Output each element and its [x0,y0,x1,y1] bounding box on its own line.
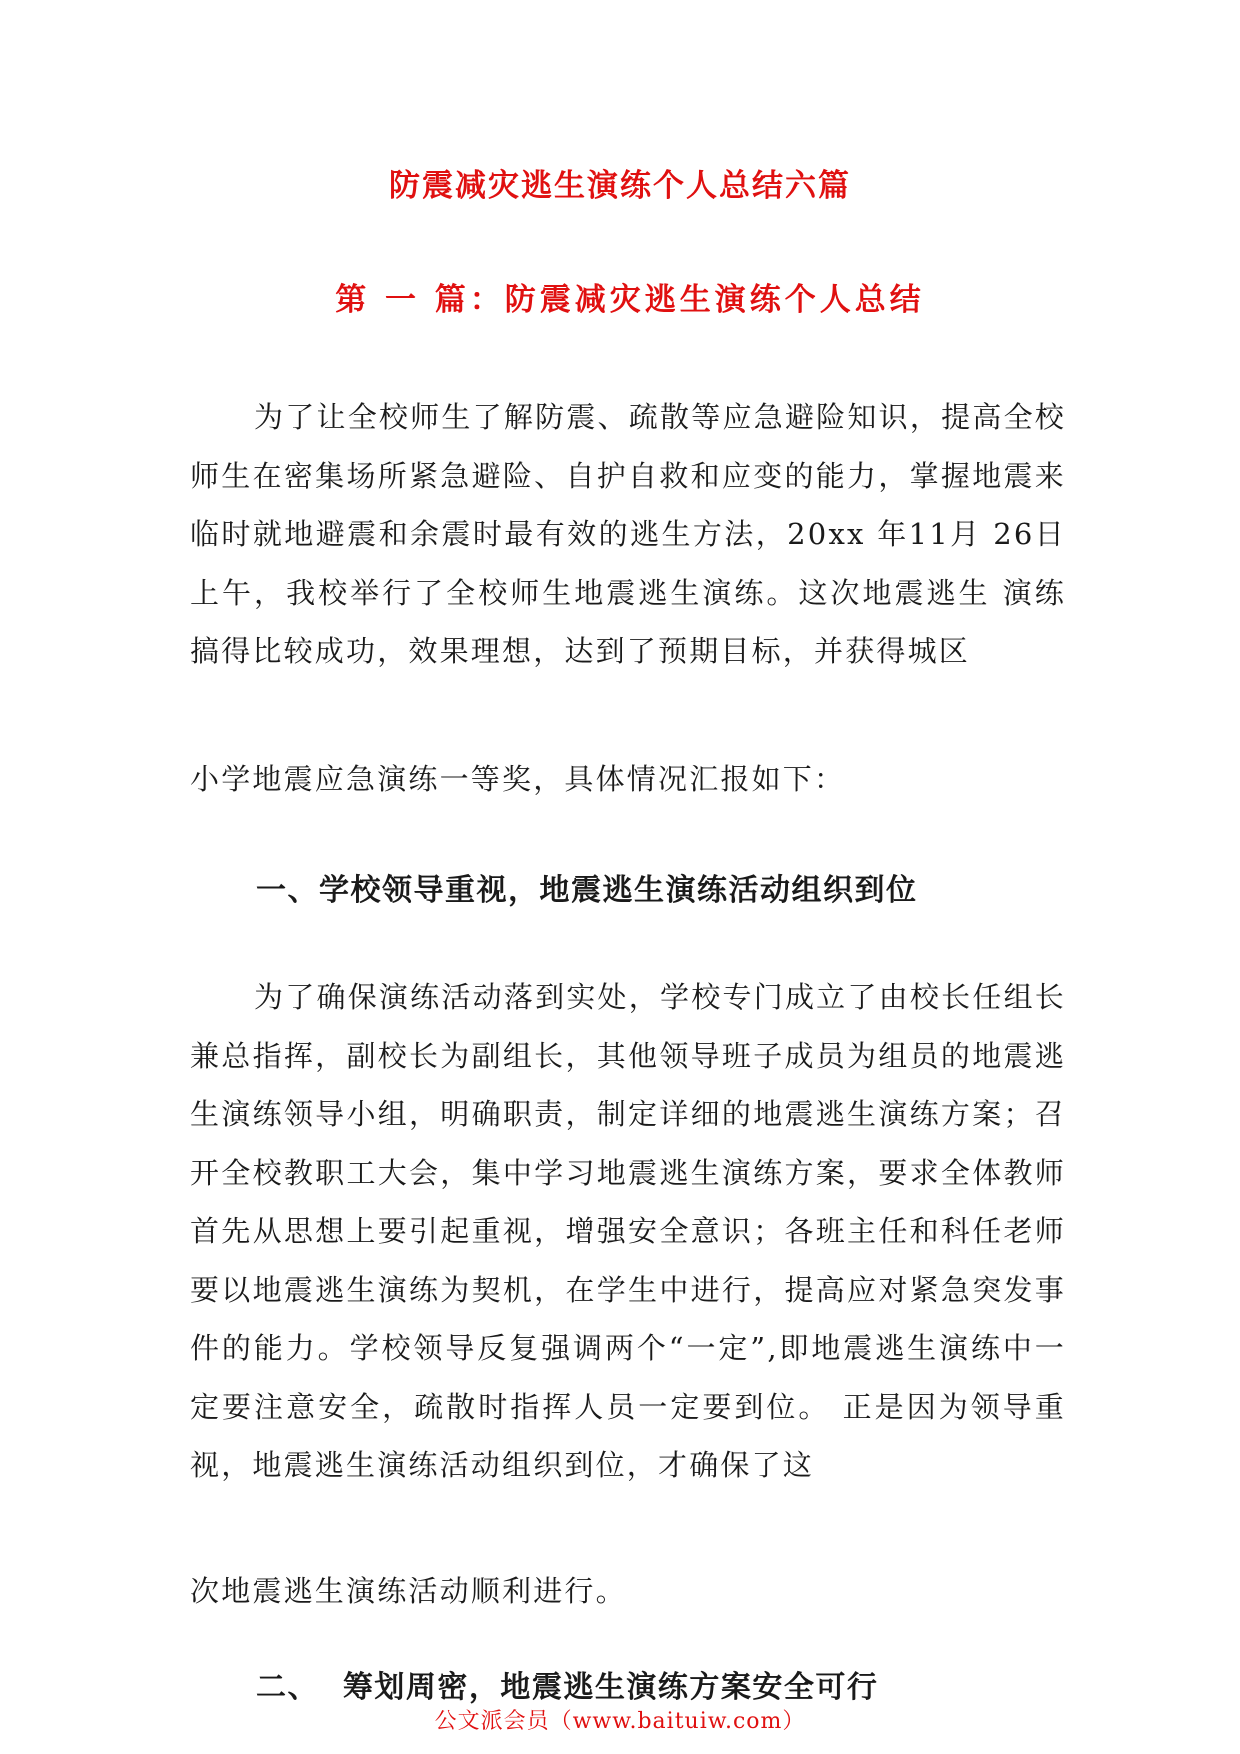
body-paragraph-2: 为了确保演练活动落到实处，学校专门成立了由校长任组长兼总指挥，副校长为副组长，其他领导班子成员为组员的地震逃生演练领导小组，明确职责，制定详细的地震逃生演练方案；召开全校教职工大会，集中学习地震逃生演练方案，要求全体教师首先从思想上要引起重视，增强安全意识；各班主任和科任老师要以地震逃生演练为契机，在学生中进行，提高应对紧急突发事件的能力。学校领导反复强调两个“一定”,即地震逃生演练中一定要注意安全，疏散时指挥人员一定要到位。 正是因为领导重视，地震逃生演练活动组织到位，才确保了这 [190,980,1066,1482]
body-paragraph-2-continued: 次地震逃生演练活动顺利进行。 [190,1574,627,1608]
section-heading-2: 二、 筹划周密，地震逃生演练方案安全可行 [256,1670,879,1705]
body-paragraph-1: 为了让全校师生了解防震、疏散等应急避险知识，提高全校师生在密集场所紧急避险、自护自救和应变的能力，掌握地震来临时就地避震和余震时最有效的逃生方法，20xx 年11月 26日上午，我校举行了全校师生地震逃生演练。这次地震逃生 演练搞得比较成功，效果理想，达到了预期目标，并获得城区 [190,400,1066,668]
body-paragraph-1-continued: 小学地震应急演练一等奖，具体情况汇报如下： [190,762,846,796]
document-subtitle: 第 一 篇：防震减灾逃生演练个人总结 [335,282,925,318]
footer-watermark: 公文派会员（www.baituiw.com） [434,1709,806,1734]
section-heading-1: 一、学校领导重视，地震逃生演练活动组织到位 [256,873,918,908]
document-title: 防震减灾逃生演练个人总结六篇 [389,168,851,204]
